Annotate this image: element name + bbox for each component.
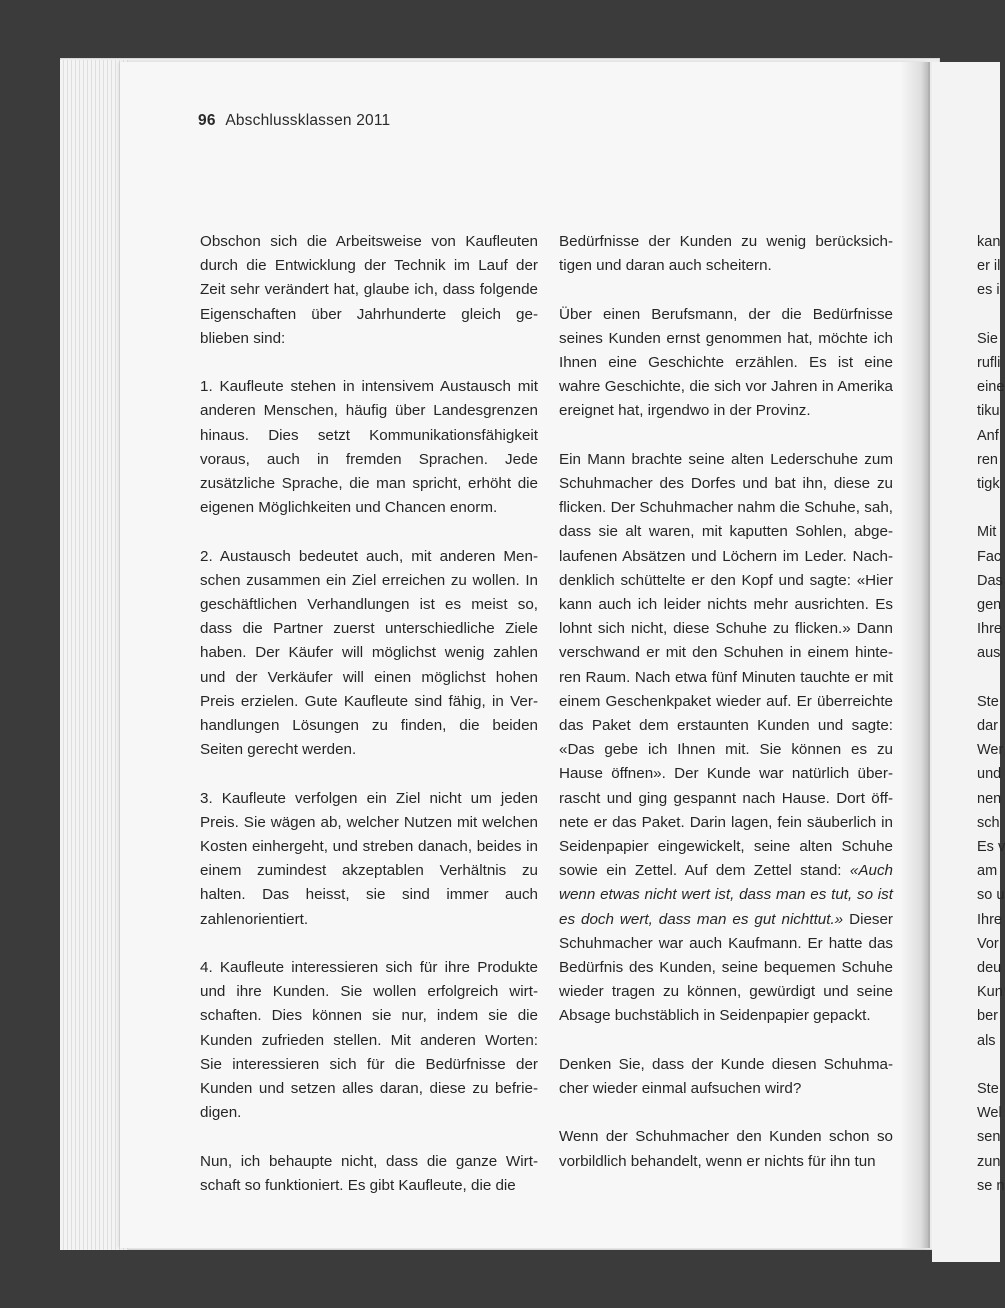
paragraph-conclusion: Nun, ich behaupte nicht, dass die ganze Wirtschaft so funktioniert. Es gibt Kaufleute, die die <box>200 1152 538 1194</box>
paragraph-story-intro: Über einen Berufsmann, der die Bedürfnisse seines Kunden ernst genommen hat, möchte ich Ihnen eine Geschichte erzählen. Es ist eine wahre Geschichte, die sich vor Jahren in Amerika ereignet hat, irgendwo in der Provinz. <box>559 305 893 420</box>
paragraph-closing: Wenn der Schuhmacher den Kunden schon so vorbildlich behandelt, wenn er nichts für ihn tun <box>559 1128 893 1170</box>
fragment-line: Wer <box>977 742 1004 759</box>
fragment-line <box>977 303 1000 327</box>
fragment-line: Wel <box>977 1105 1002 1122</box>
fragment-line: se n <box>977 1177 1005 1194</box>
fragment-line: Fac <box>977 548 1002 565</box>
book-gutter <box>900 62 930 1248</box>
left-text-column <box>200 230 538 1198</box>
fragment-line: zun <box>977 1153 1001 1170</box>
fragment-line <box>977 496 1000 520</box>
page-number: 96 <box>198 112 216 129</box>
fragment-line: tiku <box>977 403 1000 420</box>
fragment-line: aus <box>977 645 1001 662</box>
fragment-line: Ste <box>977 693 999 710</box>
fragment-line: am <box>977 863 998 880</box>
next-page-text-fragments <box>977 230 1005 1198</box>
fragment-line: es i <box>977 282 1000 299</box>
running-header <box>198 112 390 130</box>
fragment-line: Ste <box>977 1081 999 1098</box>
fragment-line: Vor <box>977 935 999 952</box>
fragment-line: und <box>977 766 1002 783</box>
paragraph-intro: Obschon sich die Arbeitsweise von Kaufleuten durch die Entwicklung der Technik im Lauf der Zeit sehr verändert hat, glaube ich, dass folgende Eigenschaften über Jahrhunderte gleich geblieben sind: <box>200 233 538 347</box>
fragment-line: kan <box>977 234 1001 250</box>
story-text-start: Ein Mann brachte seine alten Lederschuhe zum Schuhmacher des Dorfes und bat ihn, diese zu flicken. Der Schuhmacher nahm die Schuhe, sah, dass sie alt waren, mit kaputten Sohlen, abgelaufenen Absätzen und Löchern im Leder. Nachdenklich schüttelte er den Kopf und sagte: «Hier kann auch ich leider nichts mehr ausrichten. Es lohnt sich nicht, diese Schuhe zu flicken.» Dann verschwand er mit den Schuhen in einem hinteren Raum. Nach etwa fünf Minuten tauchte er mit einem Geschenkpaket wieder auf. Er überreichte das Paket dem erstaunten Kunden und sagte: «Das gebe ich Ihnen mit. Sie können es zu Hause öffnen». Der Kunde war natürlich überrascht und ging gespannt nach Hause. Dort öffnete er das Paket. Darin lagen, fein säuberlich in Seidenpapier eingewickelt, seine alten Schuhe sowie ein Zettel. Auf dem Zettel stand: <box>559 450 893 880</box>
fragment-line: dar <box>977 718 998 735</box>
fragment-line: Anf <box>977 427 999 444</box>
story-quote: «Auch wenn etwas nicht wert ist, dass man es tut, so ist es doch wert, dass man es gut nichttut.» <box>559 862 893 928</box>
right-text-column <box>559 230 893 1174</box>
fragment-line: Mit <box>977 524 997 541</box>
paragraph-continuation: Bedürfnisse der Kunden zu wenig berücksichtigen und daran auch scheitern. <box>559 233 893 275</box>
fragment-line: rufli <box>977 355 1001 371</box>
fragment-line: so u <box>977 887 1005 904</box>
paragraph-point-4: 4. Kaufleute interessieren sich für ihre Produkte und ihre Kunden. Sie wollen erfolgreich wirtschaften. Dies können sie nur, indem sie die Kunden zufrieden stellen. Mit anderen Worten: Sie interessieren sich für die Bedürfnisse der Kunden und setzen alles daran, diese zu befriedigen. <box>200 959 538 1122</box>
fragment-line: Ihre <box>977 621 1002 638</box>
fragment-line <box>977 666 1000 690</box>
fragment-line: tigk <box>977 476 1000 493</box>
story-text-end: Dieser Schuhmacher war auch Kaufmann. Er hatte das Bedürfnis des Kunden, seine bequemen Schuhe wieder tragen zu können, gewürdigt und seine Absage buchstäblich in Seidenpapier gepackt. <box>559 910 893 1025</box>
fragment-line: ber <box>977 1008 998 1025</box>
fragment-line: sen <box>977 1129 1001 1146</box>
fragment-line: deu <box>977 960 1002 977</box>
header-title: Abschlussklassen 2011 <box>225 112 391 129</box>
paragraph-point-2: 2. Austausch bedeutet auch, mit anderen Menschen zusammen ein Ziel erreichen zu wollen. In geschäftlichen Verhandlungen ist es meist so, dass die Partner zuerst unterschiedliche Ziele haben. Der Käufer will möglichst wenig zahlen und der Verkäufer will einen möglichst hohen Preis erzielen. Gute Kaufleute sind fähig, in Verhandlungen Lösungen zu finden, die beiden Seiten gerecht werden. <box>200 547 538 759</box>
paragraph-question: Denken Sie, dass der Kunde diesen Schuhmacher wieder einmal aufsuchen wird? <box>559 1055 893 1098</box>
fragment-line: Sie <box>977 330 998 347</box>
fragment-line: Es v <box>977 839 1005 856</box>
fragment-line: als <box>977 1032 996 1049</box>
paragraph-point-1: 1. Kaufleute stehen in intensivem Austausch mit anderen Menschen, häufig über Landesgrenzen hinaus. Dies setzt Kommunikationsfähigkeit voraus, auch in fremden Sprachen. Jede zusätzliche Sprache, die man spricht, erhöht die eigenen Möglichkeiten und Chancen enorm. <box>200 378 538 517</box>
fragment-line: Das <box>977 572 1003 589</box>
fragment-line: eine <box>977 379 1005 396</box>
fragment-line: ren <box>977 451 998 468</box>
fragment-line: Ihre <box>977 911 1002 928</box>
paragraph-story <box>559 448 893 1029</box>
fragment-line: sch <box>977 814 1000 831</box>
fragment-line: Kun <box>977 984 1003 1001</box>
paragraph-point-3: 3. Kaufleute verfolgen ein Ziel nicht um jeden Preis. Sie wägen ab, welcher Nutzen mit welchen Kosten einhergeht, und streben danach, beides in einem zumindest akzeptablen Verhältnis zu halten. Das heisst, sie sind immer auch zahlenorientiert. <box>200 789 538 928</box>
fragment-line: gen <box>977 597 1002 614</box>
fragment-line: er il <box>977 258 1001 275</box>
fragment-line: nen <box>977 790 1002 807</box>
page-edges <box>60 60 128 1250</box>
fragment-line <box>977 1053 1000 1077</box>
